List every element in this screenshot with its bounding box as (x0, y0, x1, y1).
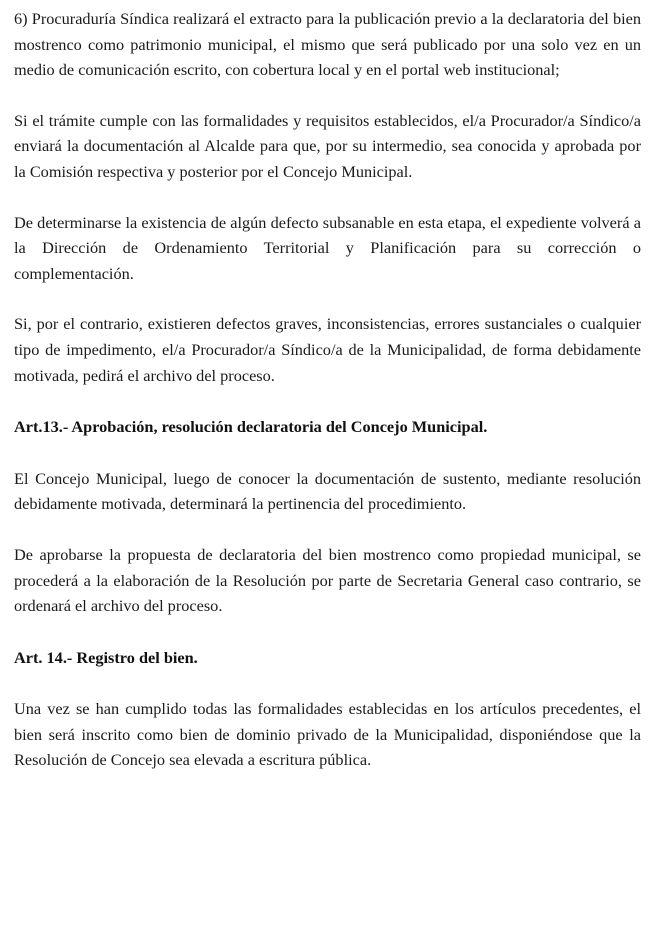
paragraph-spacer (14, 517, 641, 542)
paragraph-publicacion-extracto: 6) Procuraduría Síndica realizará el extracto para la publicación previo a la declaratoria del bien mostrenco como patrimonio municipal, el mismo que será publicado por una solo vez en un medio de comunicación escrito, con cobertura local y en el portal web institucional; (14, 9, 641, 80)
paragraph-defecto-subsanable: De determinarse la existencia de algún defecto subsanable en esta etapa, el expediente volverá a la Dirección de Ordenamiento Territorial y Planificación para su corrección o complementación. (14, 212, 641, 283)
article-14-heading: Art. 14.- Registro del bien. (14, 647, 198, 667)
paragraph-spacer (14, 619, 641, 645)
paragraph-defectos-graves: Si, por el contrario, existieren defectos graves, inconsistencias, errores sustanciales o cualquier tipo de impedimento, el/a Procurador/a Síndico/a de la Municipalidad, de forma debidamente motivada, pedirá el archivo del proceso. (14, 314, 641, 385)
paragraph-spacer (14, 388, 641, 414)
paragraph-aprobacion-propuesta: De aprobarse la propuesta de declaratoria del bien mostrenco como propiedad municipal, se procederá a la elaboración de la Resolución por parte de Secretaria General caso contrario, se ordenará el archivo del proceso. (14, 544, 641, 616)
paragraph-spacer (14, 286, 641, 311)
paragraph-spacer (14, 83, 641, 108)
paragraph-tramite-formalidades: Si el trámite cumple con las formalidades y requisitos establecidos, el/a Procurador/a Síndico/a enviará la documentación al Alcalde para que, por su intermedio, sea conocida y aprobada por la Comisión respectiva y posterior por el Concejo Municipal. (14, 110, 641, 181)
article-13-heading: Art.13.- Aprobación, resolución declaratoria del Concejo Municipal. (14, 417, 488, 437)
paragraph-spacer (14, 670, 641, 696)
paragraph-spacer (14, 440, 641, 466)
paragraph-registro-inscripcion: Una vez se han cumplido todas las formalidades establecidas en los artículos precedentes, el bien será inscrito como bien de dominio privado de la Municipalidad, disponiéndose que la Resolución de Concejo sea elevada a escritura pública. (14, 699, 641, 770)
paragraph-concejo-municipal: El Concejo Municipal, luego de conocer la documentación de sustento, mediante resolución debidamente motivada, determinará la pertinencia del procedimiento. (14, 468, 641, 514)
paragraph-spacer (14, 185, 641, 210)
